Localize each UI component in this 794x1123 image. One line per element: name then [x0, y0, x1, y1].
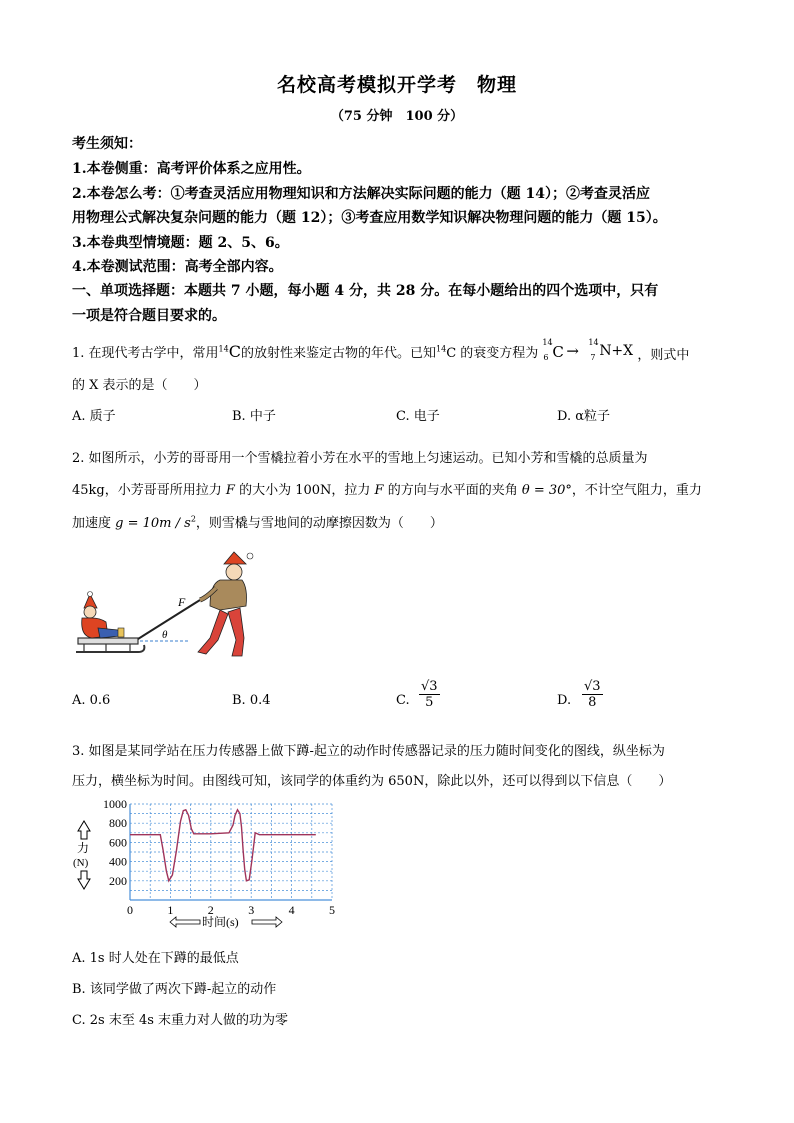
q2-text-f: ，则雪橇与雪地间的动摩擦因数为（ ） — [195, 516, 443, 531]
page-subtitle: （75 分钟 100 分） — [330, 109, 464, 124]
notice-item-1: 1.本卷侧重：高考评价体系之应用性。 — [72, 161, 311, 177]
notice-item-2: 2.本卷怎么考：①考查灵活应用物理知识和方法解决实际问题的能力（题 14）；②考查灵活应 — [72, 186, 650, 202]
q3-option-c: C. 2s 末至 4s 末重力对人做的功为零 — [72, 1013, 289, 1028]
up-arrow-icon — [78, 821, 90, 839]
q1-text-b: 的放射性来鉴定古物的年代。已知 — [240, 346, 436, 361]
q2-text-b: 的大小为 100N，拉力 — [239, 483, 371, 498]
x-tick-label: 4 — [288, 903, 295, 917]
q2-line3 — [72, 512, 443, 531]
notice-heading: 考生须知： — [72, 136, 142, 152]
eq-arrow: → — [566, 341, 579, 360]
q2-text-c: 的方向与水平面的夹角 — [387, 483, 518, 498]
y-tick-label: 400 — [109, 854, 127, 869]
right-arrow-icon — [252, 917, 282, 927]
girl-on-sled — [82, 592, 124, 639]
q1-iso-mass-2: 14 — [436, 344, 447, 354]
force-arrow — [142, 602, 196, 636]
q2-option-c-label: C. — [396, 693, 410, 708]
q2-option-c-fraction — [419, 679, 440, 710]
q1-line2: 的 X 表示的是（ ） — [72, 378, 207, 393]
q2-option-c-numerator: √3 — [421, 679, 438, 694]
notice-item-3: 3.本卷典型情境题：题 2、5、6。 — [72, 235, 289, 251]
y-tick-label: 800 — [109, 816, 127, 831]
left-arrow-icon — [170, 917, 200, 927]
eq-n-mass: 14 — [588, 337, 599, 347]
eq-n: N — [599, 342, 612, 359]
q2-theta-eq: θ = 30° — [521, 483, 572, 498]
q2-g-eq: g = 10m / s — [115, 516, 191, 531]
y-axis-label: 力 — [77, 841, 90, 855]
q2-option-b: B. 0.4 — [232, 693, 271, 708]
x-axis-label-group — [170, 914, 282, 929]
force-label: F — [178, 595, 186, 609]
down-arrow-icon — [78, 871, 90, 889]
section-heading-line2: 一项是符合题目要求的。 — [72, 308, 226, 324]
q1-option-d: D. α粒子 — [557, 409, 611, 424]
y-tick-labels — [103, 797, 127, 888]
q2-option-d-denominator: 8 — [588, 695, 597, 710]
q1-line1 — [72, 337, 692, 364]
sled — [76, 638, 144, 652]
angle-label: θ — [162, 629, 168, 641]
q1-text-c: C 的衰变方程为 — [446, 346, 539, 361]
eq-plus-x: +X — [611, 342, 634, 359]
q3-line1: 3. 如图是某同学站在压力传感器上做下蹲-起立的动作时传感器记录的压力随时间变化的图线，纵坐标为 — [72, 744, 665, 759]
q2-g-exp: 2 — [190, 514, 196, 524]
y-tick-label: 200 — [109, 873, 127, 888]
y-axis-unit: (N) — [73, 857, 89, 869]
q1-option-b: B. 中子 — [232, 409, 276, 424]
q1-iso-symbol: C — [228, 342, 241, 361]
q3-option-b: B. 该同学做了两次下蹲-起立的动作 — [72, 982, 277, 997]
chart-grid — [130, 804, 332, 900]
q2-line1: 2. 如图所示，小芳的哥哥用一个雪橇拉着小芳在水平的雪地上匀速运动。已知小芳和雪橇的总质量为 — [72, 451, 648, 466]
x-tick-label: 0 — [127, 903, 133, 917]
q1-text-d: ，则式中 — [637, 347, 690, 363]
q2-option-d-fraction — [582, 679, 603, 710]
q2-force-symbol: F — [225, 483, 235, 498]
brother — [198, 552, 253, 656]
q1-text-a: 1. 在现代考古学中，常用 — [72, 346, 219, 361]
q2-option-a: A. 0.6 — [72, 693, 111, 708]
q2-text-d: ，不计空气阻力，重力 — [571, 483, 702, 498]
q2-option-c-denominator: 5 — [425, 695, 434, 710]
notice-item-4: 4.本卷测试范围：高考全部内容。 — [72, 259, 283, 275]
page-title: 名校高考模拟开学考 物理 — [276, 74, 517, 96]
q2-line2 — [72, 479, 702, 498]
y-tick-label: 1000 — [103, 797, 127, 811]
notice-item-2-cont: 用物理公式解决复杂问题的能力（题 12）；③考查应用数学知识解决物理问题的能力（题 15）。 — [72, 210, 667, 226]
q2-option-d-label: D. — [557, 693, 572, 708]
q1-decay-equation — [542, 337, 692, 364]
q1-iso-mass: 14 — [218, 344, 229, 354]
x-tick-label: 2 — [207, 903, 214, 917]
q1-option-c: C. 电子 — [396, 409, 440, 424]
q2-text-a: 45kg，小芳哥哥所用拉力 — [72, 483, 222, 498]
eq-c-mass: 14 — [542, 337, 553, 347]
q2-option-d-numerator: √3 — [584, 679, 601, 694]
q3-option-a: A. 1s 时人处在下蹲的最低点 — [72, 951, 239, 966]
q3-line2: 压力，横坐标为时间。由图线可知，该同学的体重约为 650N，除此以外，还可以得到以下信息（ ） — [72, 774, 672, 789]
eq-n-z: 7 — [590, 352, 596, 362]
eq-c-z: 6 — [543, 352, 549, 362]
q1-option-a: A. 质子 — [72, 409, 116, 424]
sled-figure — [70, 548, 270, 663]
y-tick-label: 600 — [109, 835, 127, 850]
eq-c: C — [552, 342, 564, 361]
y-axis-label-group — [73, 821, 90, 889]
force-series-line — [130, 810, 316, 881]
q2-text-e: 加速度 — [72, 516, 112, 531]
force-time-chart — [70, 795, 350, 930]
x-tick-label: 5 — [329, 903, 335, 917]
x-tick-label: 3 — [248, 903, 255, 917]
q2-force-symbol-2: F — [374, 483, 384, 498]
x-axis-label: 时间(s) — [202, 915, 239, 929]
x-tick-label: 1 — [167, 903, 174, 917]
section-heading-line1: 一、单项选择题：本题共 7 小题，每小题 4 分，共 28 分。在每小题给出的四个选项中，只有 — [72, 283, 659, 299]
